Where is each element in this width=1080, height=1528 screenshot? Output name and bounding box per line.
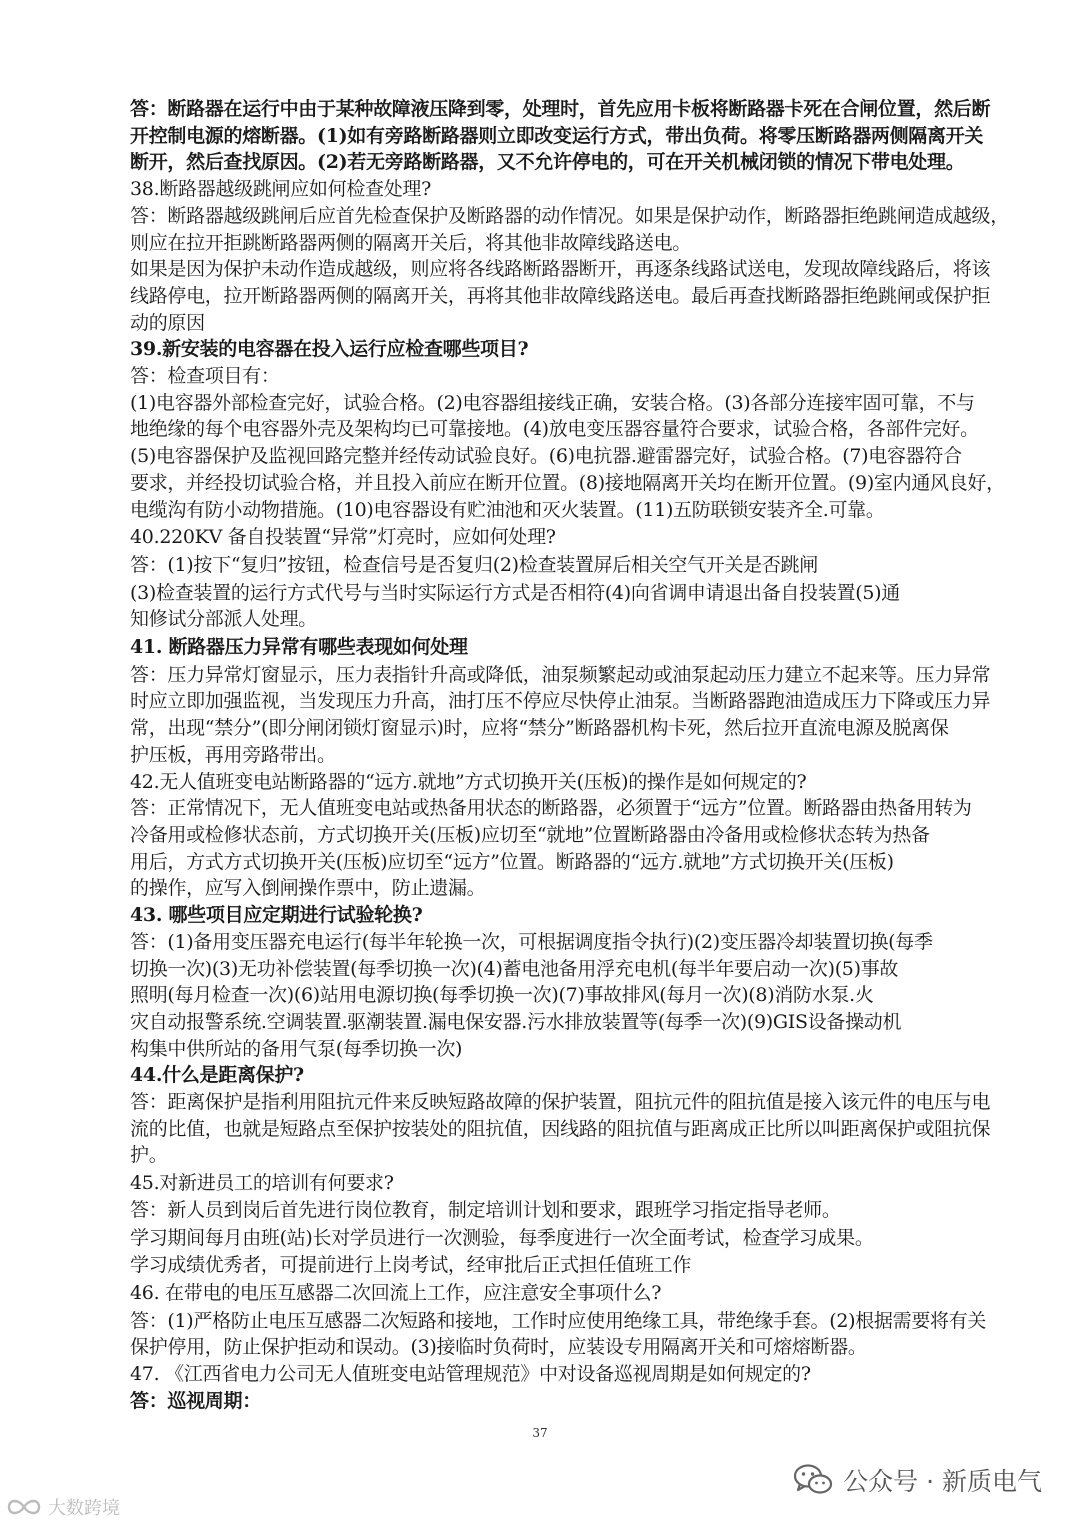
text-line: 如果是因为保护未动作造成越级，则应将各线路断路器断开，再逐条线路试送电，发现故障线路后，将该 [130,258,991,281]
text-line: 38.断路器越级跳闸应如何检查处理? [130,178,432,201]
text-line: 47. 《江西省电力公司无人值班变电站管理规范》中对设备巡视周期是如何规定的? [130,1363,811,1386]
text-line: 切换一次)(3)无功补偿装置(每季切换一次)(4)蓄电池备用浮充电机(每半年要启动一次)(5)事故 [130,957,899,980]
text-line: 44.什么是距离保护? [130,1064,304,1087]
text-line: 答：压力异常灯窗显示，压力表指针升高或降低，油泵频繁起动或油泵起动压力建立不起来等。压力异常 [130,663,991,686]
text-line: 学习期间每月由班(站)长对学员进行一次测验，每季度进行一次全面考试，检查学习成果。 [130,1226,874,1249]
answer-39-items [130,390,1010,524]
answer-38 [130,203,1010,256]
text-line: 答：新人员到岗后首先进行岗位教育，制定培训计划和要求，跟班学习指定指导老师。 [130,1198,841,1221]
text-line: 时应立即加强监视，当发现压力升高，油打压不停应尽快停止油泵。当断路器跑油造成压力下降或压力异 [130,690,991,713]
answer-45-cont-2 [130,1252,1010,1279]
text-line: (3)检查装置的运行方式代号与当时实际运行方式是否相符(4)向省调申请退出备自投装置(5)通 [130,581,900,604]
text-line: 护。 [130,1144,168,1167]
wechat-icon [793,1463,833,1497]
text-line: 知修试分部派人处理。 [130,608,318,631]
text-line: 学习成绩优秀者，可提前进行上岗考试，经审批后正式担任值班工作 [130,1254,692,1277]
text-line: 线路停电，拉开断路器两侧的隔离开关，再将其他非故障线路送电。最后再查找断路器拒绝跳闸或保护拒 [130,284,991,307]
answer-46 [130,1308,1010,1361]
answer-39-intro [130,363,1010,390]
text-line: 冷备用或检修状态前，方式切换开关(压板)应切至“就地”位置断路器由冷备用或检修状态转为热备 [130,823,930,846]
question-39 [130,336,1010,363]
text-line: 流的比值，也就是短路点至保护按装处的阻抗值，因线路的阻抗值与距离成正比所以叫距离保护或阻抗保 [130,1117,991,1140]
text-line: 则应在拉开拒跳断路器两侧的隔离开关后，将其他非故障线路送电。 [130,231,692,254]
question-40 [130,524,1010,551]
text-line: 39.新安装的电容器在投入运行应检查哪些项目? [130,338,529,361]
source-watermark-label: 大数跨境 [48,1498,120,1519]
wechat-account-name: 公众号 · 新质电气 [843,1467,1042,1496]
question-44 [130,1062,1010,1089]
answer-43 [130,929,1010,1063]
answer-40 [130,552,1010,579]
answer-42 [130,795,1010,902]
answer-37-tail [130,96,1010,176]
page-number: 37 [532,1426,548,1440]
infinity-logo-icon [4,1496,44,1518]
text-line: 答：(1)按下“复归”按钮，检查信号是否复归(2)检查装置屏后相关空气开关是否跳闸 [130,553,818,576]
wechat-watermark [793,1462,1042,1498]
text-line: 常，出现“禁分”(即分闸闭锁灯窗显示)时，应将“禁分”断路器机构卡死，然后拉开直流电源及脱离保 [130,717,949,740]
document-body [130,96,1010,1414]
text-line: 保护停用，防止保护拒动和误动。(3)接临时负荷时，应装设专用隔离开关和可熔熔断器。 [130,1336,867,1359]
text-line: 答：(1)严格防止电压互感器二次短路和接地，工作时应使用绝缘工具，带绝缘手套。(2)根据需要将有关 [130,1309,987,1332]
answer-45 [130,1197,1010,1224]
text-line: (1)电容器外部检查完好，试验合格。(2)电容器组接线正确，安装合格。(3)各部分连接牢固可靠，不与 [130,391,975,414]
text-line: 答：断路器越级跳闸后应首先检查保护及断路器的动作情况。如果是保护动作，断路器拒绝跳闸造成越级， [130,204,1009,227]
text-line: 答：距离保护是指利用阻抗元件来反映短路故障的保护装置，阻抗元件的阻抗值是接入该元件的电压与电 [130,1091,991,1114]
question-38 [130,176,1010,203]
text-line: 照明(每月检查一次)(6)站用电源切换(每季切换一次)(7)事故排风(每月一次)(8)消防水泵.火 [130,984,874,1007]
text-line: 断开，然后查找原因。(2)若无旁路断路器，又不允许停电的，可在开关机械闭锁的情况下带电处理。 [130,151,965,174]
text-line: 40.220KV 备自投装置“异常”灯亮时，应如何处理? [130,526,556,549]
text-line: 答：正常情况下，无人值班变电站或热备用状态的断路器，必须置于“远方”位置。断路器由热备用转为 [130,797,972,820]
answer-38-cont [130,256,1010,336]
text-line: 要求，并经投切试验合格，并且投入前应在断开位置。(8)接地隔离开关均在断开位置。(9)室内通风良好， [130,471,1005,494]
question-46 [130,1280,1010,1307]
text-line: 42.无人值班变电站断路器的“远方.就地”方式切换开关(压板)的操作是如何规定的? [130,770,807,793]
source-watermark [4,1494,120,1520]
text-line: 地绝缘的每个电容器外壳及架构均已可靠接地。(4)放电变压器容量符合要求，试验合格，各部件完好。 [130,418,979,441]
answer-47 [130,1388,1010,1415]
text-line: 构集中供所站的备用气泵(每季切换一次) [130,1037,463,1060]
question-41 [130,634,1010,661]
answer-40-cont [130,580,1010,633]
text-line: 46. 在带电的电压互感器二次回流上工作，应注意安全事项什么? [130,1281,662,1304]
text-line: 开控制电源的熔断器。(1)如有旁路断路器则立即改变运行方式，带出负荷。将零压断路器两侧隔离开关 [130,124,984,147]
text-line: 灾自动报警系统.空调装置.驱潮装置.漏电保安器.污水排放装置等(每季一次)(9)GIS设备操动机 [130,1010,902,1033]
text-line: 43. 哪些项目应定期进行试验轮换? [130,904,423,927]
text-line: 答：检查项目有： [130,365,280,388]
text-line: 答：断路器在运行中由于某种故障液压降到零，处理时，首先应用卡板将断路器卡死在合闸位置，然后断 [130,98,991,120]
text-line: 41. 断路器压力异常有哪些表现如何处理 [130,636,468,659]
text-line: 护压板，再用旁路带出。 [130,743,336,766]
question-47 [130,1361,1010,1388]
text-line: 答：巡视周期： [130,1389,261,1412]
text-line: 的操作，应写入倒闸操作票中，防止遗漏。 [130,877,486,900]
question-42 [130,769,1010,796]
answer-41 [130,662,1010,769]
text-line: 答：(1)备用变压器充电运行(每半年轮换一次，可根据调度指令执行)(2)变压器冷却装置切换(每季 [130,930,933,953]
answer-45-cont-1 [130,1225,1010,1252]
text-line: 45.对新进员工的培训有何要求? [130,1172,394,1195]
question-45 [130,1170,1010,1197]
question-43 [130,902,1010,929]
text-line: (5)电容器保护及监视回路完整并经传动试验良好。(6)电抗器.避雷器完好，试验合格。(7)电容器符合 [130,445,962,468]
text-line: 用后，方式方式切换开关(压板)应切至“远方”位置。断路器的“远方.就地”方式切换开关(压板) [130,850,894,873]
answer-44 [130,1089,1010,1169]
text-line: 动的原因 [130,311,205,334]
text-line: 电缆沟有防小动物措施。(10)电容器设有贮油池和灭火装置。(11)五防联锁安装齐全.可靠。 [130,498,885,521]
